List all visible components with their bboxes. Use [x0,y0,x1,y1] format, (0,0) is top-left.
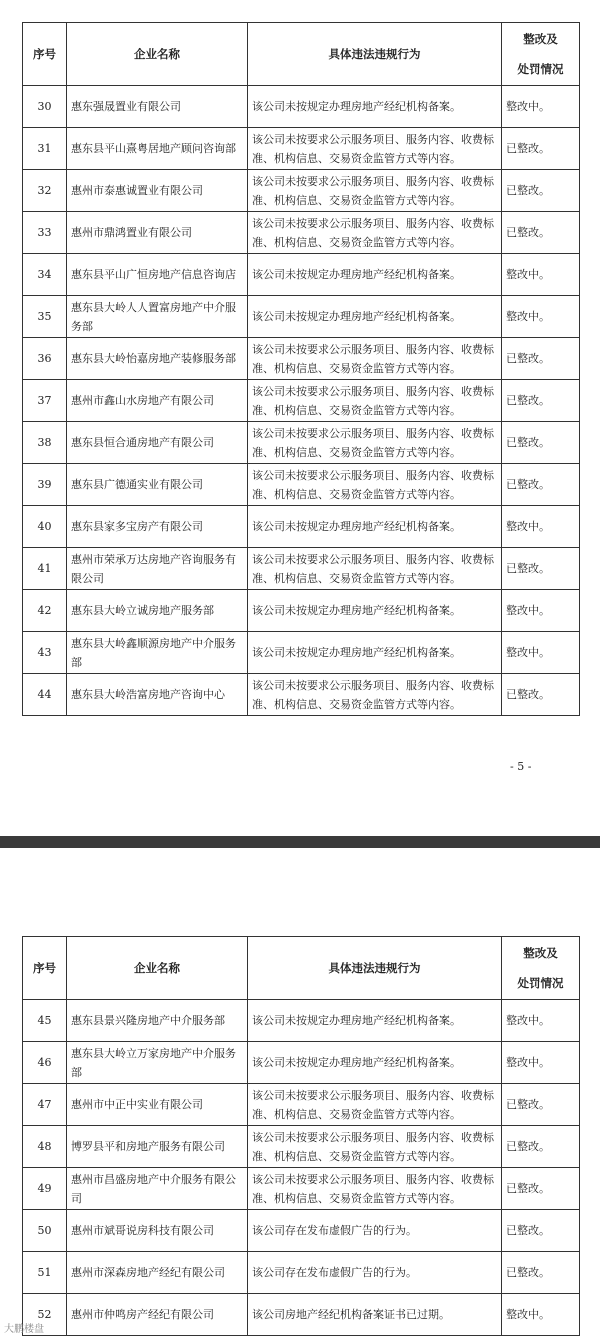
header-serial: 序号 [23,23,67,86]
cell-company-name: 惠东县大岭立万家房地产中介服务部 [67,1042,248,1084]
cell-status: 已整改。 [502,422,580,464]
cell-company-name: 惠州市荣承万达房地产咨询服务有限公司 [67,548,248,590]
cell-violation: 该公司未按规定办理房地产经纪机构备案。 [248,86,502,128]
header-violation: 具体违法违规行为 [248,937,502,1000]
table-header-row [23,23,580,86]
cell-status: 整改中。 [502,632,580,674]
cell-status: 整改中。 [502,254,580,296]
cell-serial: 31 [23,128,67,170]
header-status [502,937,580,1000]
cell-violation: 该公司存在发布虚假广告的行为。 [248,1252,502,1294]
cell-company-name: 惠州市鼎鸿置业有限公司 [67,212,248,254]
document-page-6 [0,848,600,1342]
cell-serial: 46 [23,1042,67,1084]
cell-company-name: 惠州市鑫山水房地产有限公司 [67,380,248,422]
cell-status: 已整改。 [502,1252,580,1294]
cell-violation: 该公司未按要求公示服务项目、服务内容、收费标准、机构信息、交易资金监管方式等内容。 [248,1168,502,1210]
cell-company-name: 惠州市中正中实业有限公司 [67,1084,248,1126]
table-row [23,1042,580,1084]
cell-status: 已整改。 [502,380,580,422]
table-row [23,86,580,128]
cell-serial: 30 [23,86,67,128]
cell-violation: 该公司未按要求公示服务项目、服务内容、收费标准、机构信息、交易资金监管方式等内容。 [248,548,502,590]
cell-serial: 49 [23,1168,67,1210]
table-row [23,1084,580,1126]
cell-status: 整改中。 [502,1042,580,1084]
cell-serial: 32 [23,170,67,212]
violations-table-page-6 [22,936,580,1336]
cell-violation: 该公司未按要求公示服务项目、服务内容、收费标准、机构信息、交易资金监管方式等内容。 [248,1126,502,1168]
cell-company-name: 惠东县恒合通房地产有限公司 [67,422,248,464]
cell-violation: 该公司存在发布虚假广告的行为。 [248,1210,502,1252]
header-status [502,23,580,86]
cell-violation: 该公司未按要求公示服务项目、服务内容、收费标准、机构信息、交易资金监管方式等内容。 [248,128,502,170]
header-status-line1: 整改及 [523,946,558,960]
cell-violation: 该公司未按规定办理房地产经纪机构备案。 [248,254,502,296]
cell-status: 已整改。 [502,338,580,380]
cell-violation: 该公司未按要求公示服务项目、服务内容、收费标准、机构信息、交易资金监管方式等内容。 [248,422,502,464]
table-row [23,338,580,380]
cell-serial: 51 [23,1252,67,1294]
cell-serial: 50 [23,1210,67,1252]
table-row [23,506,580,548]
cell-serial: 36 [23,338,67,380]
header-company-name: 企业名称 [67,937,248,1000]
header-status-line2: 处罚情况 [517,62,564,76]
cell-serial: 33 [23,212,67,254]
cell-serial: 39 [23,464,67,506]
cell-violation: 该公司未按规定办理房地产经纪机构备案。 [248,632,502,674]
cell-serial: 47 [23,1084,67,1126]
table-row [23,464,580,506]
cell-violation: 该公司房地产经纪机构备案证书已过期。 [248,1294,502,1336]
cell-status: 整改中。 [502,506,580,548]
cell-company-name: 惠东强晟置业有限公司 [67,86,248,128]
cell-serial: 48 [23,1126,67,1168]
cell-status: 整改中。 [502,1294,580,1336]
table-row [23,1126,580,1168]
cell-company-name: 惠州市斌哥说房科技有限公司 [67,1210,248,1252]
cell-violation: 该公司未按要求公示服务项目、服务内容、收费标准、机构信息、交易资金监管方式等内容。 [248,170,502,212]
cell-serial: 35 [23,296,67,338]
table-row [23,548,580,590]
cell-company-name: 惠东县大岭人人置富房地产中介服务部 [67,296,248,338]
cell-status: 已整改。 [502,674,580,716]
header-status-line1: 整改及 [523,32,558,46]
cell-serial: 34 [23,254,67,296]
table-row [23,1294,580,1336]
violations-table-page-5 [22,22,580,716]
table-row [23,380,580,422]
cell-violation: 该公司未按规定办理房地产经纪机构备案。 [248,590,502,632]
cell-company-name: 惠东县景兴隆房地产中介服务部 [67,1000,248,1042]
cell-company-name: 惠州市仲鸣房产经纪有限公司 [67,1294,248,1336]
cell-serial: 42 [23,590,67,632]
cell-serial: 37 [23,380,67,422]
page-number: - 5 - [510,760,532,773]
table-row [23,254,580,296]
table-row [23,170,580,212]
cell-company-name: 惠州市深森房地产经纪有限公司 [67,1252,248,1294]
cell-company-name: 惠州市昌盛房地产中介服务有限公司 [67,1168,248,1210]
cell-company-name: 惠东县大岭立诚房地产服务部 [67,590,248,632]
cell-violation: 该公司未按要求公示服务项目、服务内容、收费标准、机构信息、交易资金监管方式等内容。 [248,464,502,506]
cell-status: 已整改。 [502,1126,580,1168]
page-separator [0,836,600,848]
table-row [23,1210,580,1252]
cell-violation: 该公司未按要求公示服务项目、服务内容、收费标准、机构信息、交易资金监管方式等内容。 [248,674,502,716]
cell-violation: 该公司未按要求公示服务项目、服务内容、收费标准、机构信息、交易资金监管方式等内容。 [248,212,502,254]
cell-violation: 该公司未按要求公示服务项目、服务内容、收费标准、机构信息、交易资金监管方式等内容。 [248,1084,502,1126]
cell-status: 已整改。 [502,548,580,590]
cell-serial: 40 [23,506,67,548]
cell-company-name: 博罗县平和房地产服务有限公司 [67,1126,248,1168]
table-row [23,296,580,338]
cell-serial: 38 [23,422,67,464]
cell-company-name: 惠东县大岭怡嘉房地产装修服务部 [67,338,248,380]
cell-company-name: 惠东县平山熹粤居地产顾问咨询部 [67,128,248,170]
cell-violation: 该公司未按规定办理房地产经纪机构备案。 [248,1042,502,1084]
cell-violation: 该公司未按规定办理房地产经纪机构备案。 [248,1000,502,1042]
watermark-logo: 大鹏楼盘 [4,1324,44,1335]
cell-status: 已整改。 [502,1084,580,1126]
cell-company-name: 惠东县大岭鑫顺源房地产中介服务部 [67,632,248,674]
table-body [23,86,580,716]
cell-violation: 该公司未按要求公示服务项目、服务内容、收费标准、机构信息、交易资金监管方式等内容。 [248,338,502,380]
table-row [23,674,580,716]
header-company-name: 企业名称 [67,23,248,86]
header-status-line2: 处罚情况 [517,976,564,990]
cell-status: 整改中。 [502,86,580,128]
cell-company-name: 惠东县大岭浩富房地产咨询中心 [67,674,248,716]
cell-status: 已整改。 [502,128,580,170]
cell-serial: 41 [23,548,67,590]
cell-serial: 45 [23,1000,67,1042]
table-row [23,128,580,170]
table-row [23,590,580,632]
table-row [23,1000,580,1042]
table-row [23,1252,580,1294]
cell-violation: 该公司未按规定办理房地产经纪机构备案。 [248,506,502,548]
cell-status: 已整改。 [502,1210,580,1252]
cell-company-name: 惠州市泰惠诚置业有限公司 [67,170,248,212]
table-row [23,212,580,254]
cell-violation: 该公司未按规定办理房地产经纪机构备案。 [248,296,502,338]
cell-status: 整改中。 [502,590,580,632]
table-row [23,632,580,674]
table-body [23,1000,580,1336]
cell-serial: 52 [23,1294,67,1336]
cell-company-name: 惠东县家多宝房产有限公司 [67,506,248,548]
cell-status: 已整改。 [502,170,580,212]
cell-company-name: 惠东县平山广恒房地产信息咨询店 [67,254,248,296]
header-violation: 具体违法违规行为 [248,23,502,86]
cell-status: 整改中。 [502,296,580,338]
cell-status: 已整改。 [502,212,580,254]
cell-serial: 44 [23,674,67,716]
table-row [23,1168,580,1210]
cell-violation: 该公司未按要求公示服务项目、服务内容、收费标准、机构信息、交易资金监管方式等内容。 [248,380,502,422]
cell-serial: 43 [23,632,67,674]
cell-status: 已整改。 [502,1168,580,1210]
table-row [23,422,580,464]
cell-status: 已整改。 [502,464,580,506]
cell-status: 整改中。 [502,1000,580,1042]
table-header-row [23,937,580,1000]
cell-company-name: 惠东县广德通实业有限公司 [67,464,248,506]
header-serial: 序号 [23,937,67,1000]
